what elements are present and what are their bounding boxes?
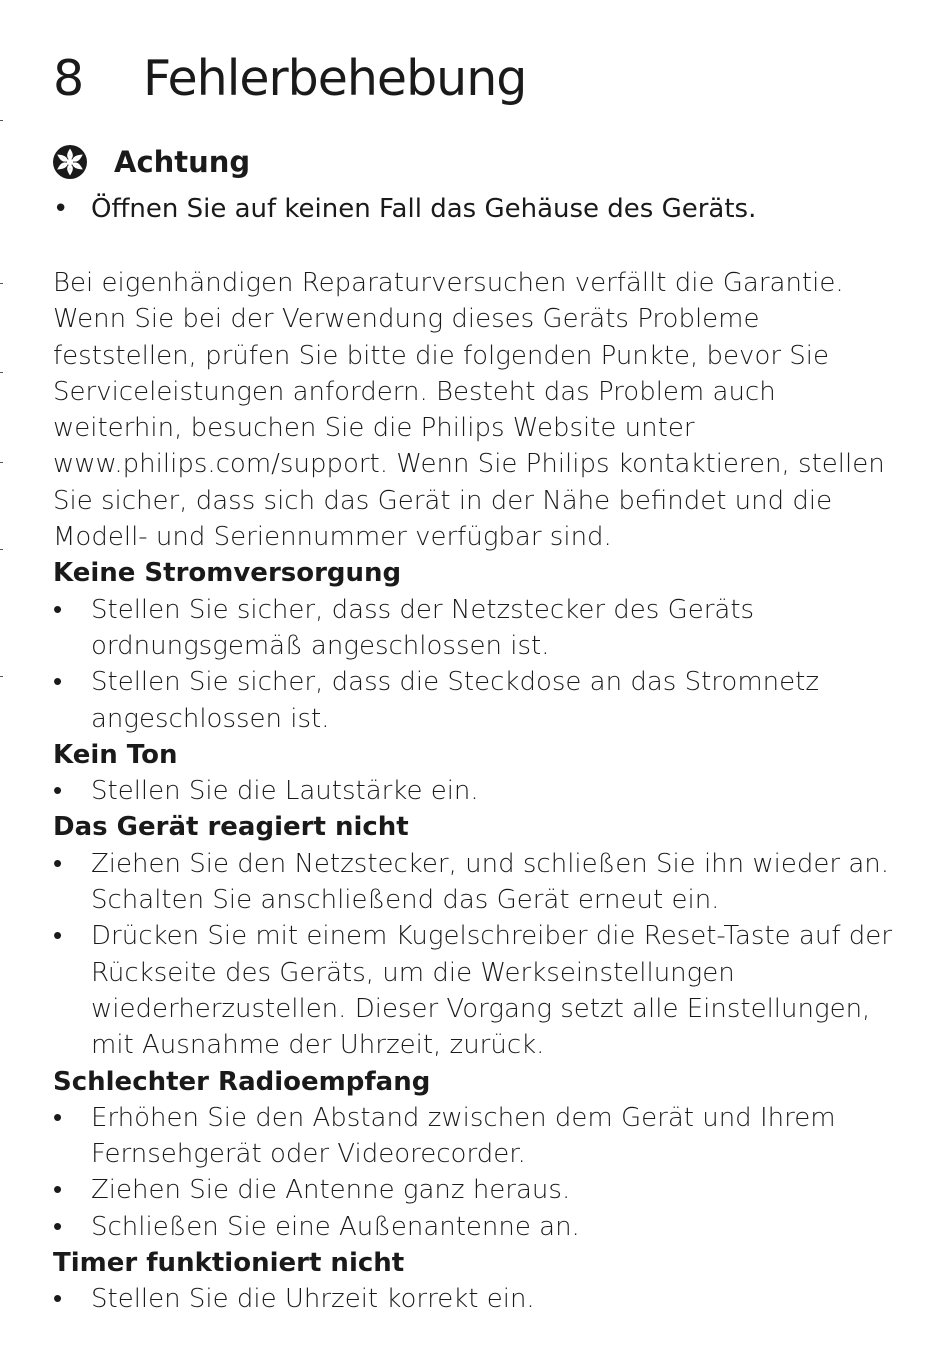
- section-heading: Timer funktioniert nicht: [53, 1248, 405, 1279]
- chapter-heading: [53, 50, 526, 107]
- section-no-power: [53, 555, 893, 736]
- section-heading: Schlechter Radioempfang: [53, 1066, 431, 1097]
- margin-mark: [0, 676, 3, 677]
- section-not-responding: [53, 809, 893, 1063]
- bullet-icon: •: [53, 194, 69, 224]
- caution-title: Achtung: [114, 145, 251, 179]
- section-timer: [53, 1245, 893, 1318]
- section-no-sound: [53, 737, 893, 810]
- section-poor-radio: [53, 1064, 893, 1245]
- list-item: • Erhöhen Sie den Abstand zwischen dem Gerät und Ihrem Fernsehgerät oder Videorecorder.: [53, 1100, 893, 1173]
- margin-mark: [0, 549, 3, 550]
- list-item: • Ziehen Sie den Netzstecker, und schließen Sie ihn wieder an. Schalten Sie anschließend das Gerät erneut ein.: [53, 846, 893, 919]
- intro-warranty: Bei eigenhändigen Reparaturversuchen verfällt die Garantie.: [53, 268, 844, 298]
- list-item: • Stellen Sie sicher, dass die Steckdose an das Stromnetz angeschlossen ist.: [53, 664, 893, 737]
- chapter-number: 8: [53, 50, 84, 107]
- list-item: • Ziehen Sie die Antenne ganz heraus.: [53, 1172, 893, 1208]
- margin-mark: [0, 462, 3, 463]
- list-item: • Stellen Sie die Uhrzeit korrekt ein.: [53, 1281, 893, 1317]
- intro-text: Wenn Sie bei der Verwendung dieses Geräts Probleme feststellen, prüfen Sie bitte die folgenden Punkte, bevor Sie Serviceleistungen anfordern. Besteht das Problem auch weiterhin, besuchen Sie die Philips Website unter www.philips.com/support. Wenn Sie Philips kontaktieren, stellen Sie sicher, dass sich das Gerät in der Nähe befindet und die Modell- und Seriennummer verfügbar sind.: [53, 304, 885, 553]
- section-heading: Keine Stromversorgung: [53, 558, 402, 589]
- list-item: • Stellen Sie sicher, dass der Netzstecker des Geräts ordnungsgemäß angeschlossen ist.: [53, 592, 893, 665]
- caution-item: [53, 194, 756, 224]
- margin-mark: [0, 120, 3, 121]
- section-heading: Das Gerät reagiert nicht: [53, 812, 409, 843]
- troubleshooting-body: [53, 265, 893, 1318]
- list-item: • Drücken Sie mit einem Kugelschreiber die Reset-Taste auf der Rückseite des Geräts, um die Werkseinstellungen wiederherzustellen. Dieser Vorgang setzt alle Einstellungen, mit Ausnahme der Uhrzeit, zurück.: [53, 918, 893, 1063]
- section-heading: Kein Ton: [53, 739, 178, 770]
- chapter-title: Fehlerbehebung: [143, 50, 527, 107]
- list-item: • Stellen Sie die Lautstärke ein.: [53, 773, 893, 809]
- caution-star-icon: [53, 145, 87, 179]
- caution-item-text: Öffnen Sie auf keinen Fall das Gehäuse des Geräts.: [91, 194, 757, 224]
- caution-box: [53, 145, 250, 179]
- margin-mark: [0, 283, 3, 284]
- margin-mark: [0, 372, 3, 373]
- list-item: • Schließen Sie eine Außenantenne an.: [53, 1209, 893, 1245]
